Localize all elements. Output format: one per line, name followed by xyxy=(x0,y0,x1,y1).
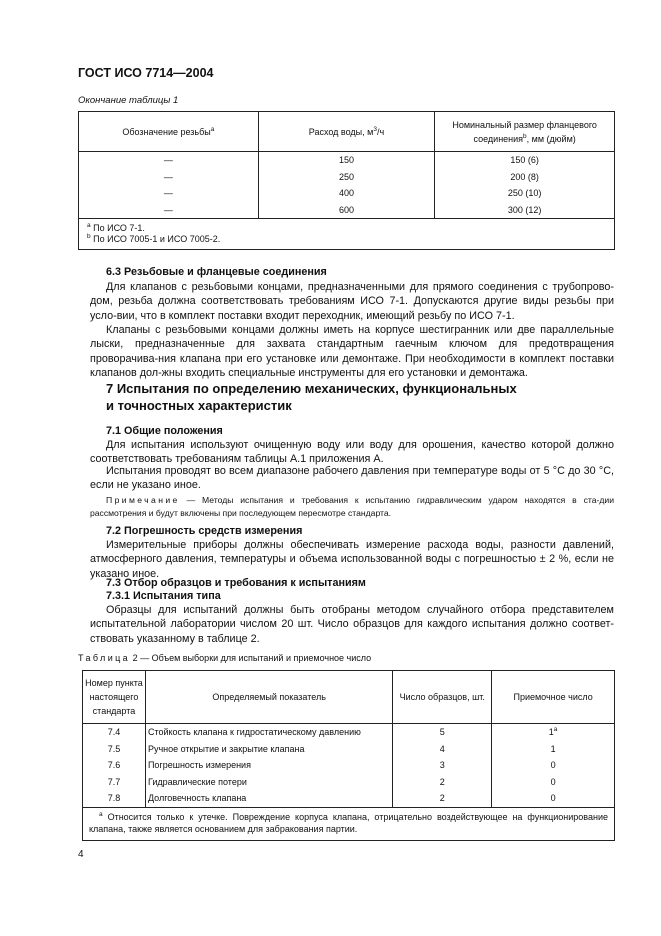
table-row: — 150 150 (6) xyxy=(79,152,615,169)
table-row: 7.6 Погрешность измерения 3 0 xyxy=(83,757,615,774)
table-row: 7.7 Гидравлические потери 2 0 xyxy=(83,774,615,791)
table2-caption: Таблица 2 — Объем выборки для испытаний и приемочное число xyxy=(78,653,372,663)
table-row: 7.4 Стойкость клапана к гидростатическому давлению 5 $1^а$ xyxy=(83,724,615,741)
section-7-2-heading: 7.2 Погрешность средств измерения xyxy=(106,525,303,537)
table-notes: $^a$ По ИСО 7-1. $^b$ По ИСО 7005-1 и ИСО 7005-2. xyxy=(79,219,615,250)
table-row: 7.8 Долговечность клапана 2 0 xyxy=(83,790,615,807)
table-row: — 400 250 (10) xyxy=(79,185,615,202)
table-row: — 600 300 (12) xyxy=(79,202,615,219)
document-header: ГОСТ ИСО 7714—2004 xyxy=(78,66,214,80)
table-header-row xyxy=(83,671,615,724)
header-indicator: Определяемый показатель xyxy=(145,671,392,724)
section-7-2-paragraph-1: Измерительные приборы должны обеспечивать измерение расхода воды, разности давлений, атмосферного давления, температуры и объема использованной воды с погрешностью ± 2 %, если не указано иное. xyxy=(90,539,614,580)
table-row: — 250 200 (8) xyxy=(79,169,615,186)
header-samples: Число образцов, шт. xyxy=(393,671,492,724)
table-footnote: $^а$ Относится только к утечке. Повреждение корпуса клапана, отрицательно воздействующее на функционирование клапана, также является основанием для забракования партии. xyxy=(83,807,615,840)
header-acceptance: Приемочное число xyxy=(492,671,615,724)
sample-size-table xyxy=(82,670,615,841)
header-size: Номинальный размер фланцевого соединения$^b$, мм (дюйм) xyxy=(435,112,615,152)
table-header-row xyxy=(79,112,615,152)
table-footnote-row xyxy=(83,807,615,840)
section-7-3-1-paragraph-1: Образцы для испытаний должны быть отобраны методом случайного отбора представителем испытательной лаборатории числом 20 шт. Число образцов для каждого испытания должно соответ-ствовать указанному в таблице 2. xyxy=(90,604,614,645)
section-6-3-paragraph-2: Клапаны с резьбовыми концами должны иметь на корпусе шестигранник или две параллельные лыски, предназначенные для захвата стандартным гаечным ключом для предотвращения проворачива-ния клапана при его установке или демонтаже. При необходимости в комплект поставки клапанов дол-жны входить специальные инструменты для его установки и демонтажа. xyxy=(90,324,614,380)
section-7-3-heading: 7.3 Отбор образцов и требования к испытаниям xyxy=(106,577,366,589)
section-7-heading-line-1: 7 Испытания по определению механических, функциональных xyxy=(106,381,517,396)
table-notes-row xyxy=(79,219,615,250)
page-number: 4 xyxy=(78,849,84,860)
section-7-1-paragraph-2: Испытания проводят во всем диапазоне рабочего давления при температуре воды от 5 °С до 30 °С, если не указано иное. xyxy=(90,465,614,492)
table1-caption: Окончание таблицы 1 xyxy=(78,95,179,106)
section-7-1-paragraph-1: Для испытания используют очищенную воду или воду для орошения, качество которой должно соответствовать требованиям таблицы А.1 приложения А. xyxy=(90,439,614,466)
section-6-3-heading: 6.3 Резьбовые и фланцевые соединения xyxy=(106,266,327,278)
section-7-1-heading: 7.1 Общие положения xyxy=(106,425,223,437)
section-6-3-paragraph-1: Для клапанов с резьбовыми концами, предназначенными для прямого соединения с трубопрово-дом, резьба должна соответствовать требованиям ИСО 7-1. Допускаются другие виды резьбы при усло-вии, что в комплект поставки входит переходник, имеющий резьбу по ИСО 7-1. xyxy=(90,281,614,322)
section-7-heading-line-2: и точностных характеристик xyxy=(106,398,292,413)
section-7-1-note: Примечание — Методы испытания и требования к испытанию гидравлическим ударом находятся в ста-дии рассмотрения и будут включены при последующем пересмотре стандарта. xyxy=(90,495,614,518)
header-clause: Номер пункта настоящего стандарта xyxy=(83,671,146,724)
section-7-3-1-heading: 7.3.1 Испытания типа xyxy=(106,590,221,602)
header-flow: Расход воды, $м^3/ч$ xyxy=(258,112,435,152)
table-row: 7.5 Ручное открытие и закрытие клапана 4 1 xyxy=(83,741,615,758)
header-thread: Обозначение резьбы$^a$ xyxy=(79,112,259,152)
flow-size-table xyxy=(78,111,615,250)
note-label: Примечание xyxy=(106,495,180,505)
